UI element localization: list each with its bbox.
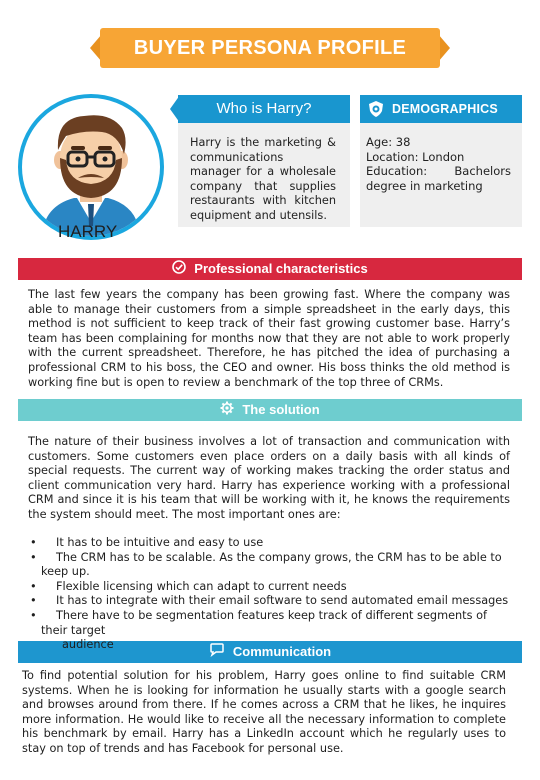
persona-name: HARRY	[58, 222, 118, 241]
gear-icon	[220, 400, 234, 422]
list-item	[28, 551, 510, 566]
list-item	[28, 594, 510, 609]
list-item	[28, 536, 510, 551]
list-item-continuation	[28, 624, 510, 639]
list-item-text: keep up.	[41, 565, 90, 579]
list-item-text: Flexible licensing which can adapt to current needs	[56, 579, 347, 593]
communication-text: To find potential solution for his problem, Harry goes online to find suitable CRM systems. When he is looking for information he usually starts with a google search and browses around from there. If he comes across a CRM that he likes, he inquires more information. He would like to receive all the necessary information to complete his benchmark by email. Harry has a LinkedIn account which he regularly uses to stay on top of trends and has Facebook for personal use.	[22, 669, 506, 755]
list-item	[28, 609, 510, 624]
shield-icon	[367, 100, 385, 118]
list-item-text: There have to be segmentation features keep track of different segments of	[56, 608, 487, 622]
list-item-text: It has to be intuitive and easy to use	[56, 536, 264, 549]
list-item-text: It has to integrate with their email software to send automated email messages	[56, 594, 509, 608]
list-item-text: The CRM has to be scalable. As the company grows, the CRM has to be able to	[56, 550, 502, 564]
avatar	[18, 94, 164, 240]
list-item-text: their target	[41, 623, 106, 637]
who-title: Who is Harry?	[216, 100, 312, 117]
demographics-title: DEMOGRAPHICS	[392, 102, 498, 116]
who-text: Harry is the marketing & communications manager for a wholesale company that supplies restaurants with kitchen equipment and utensils.	[190, 136, 336, 222]
requirements-list	[28, 536, 510, 638]
page-title: BUYER PERSONA PROFILE	[100, 28, 440, 68]
solution-text: The nature of their business involves a lot of transaction and communication with customers. Some customers even place orders on a daily basis with all kinds of special requests. The current way of working makes tracking the order status and client communication very hard. Harry has experience working with a professional CRM and since it is his team that will be working with it, he knows the requirements the system should meet. The most important ones are:	[28, 435, 510, 521]
check-circle-icon	[172, 259, 186, 281]
solution-title: The solution	[242, 402, 320, 417]
list-item	[28, 580, 510, 595]
communication-title: Communication	[232, 644, 332, 659]
bearded-man-icon	[22, 98, 160, 236]
professional-title: Professional characteristics	[194, 261, 368, 276]
demo-education-rest: degree in marketing	[366, 178, 483, 193]
demo-education	[366, 164, 511, 179]
professional-header	[18, 258, 522, 280]
professional-text: The last few years the company has been growing fast. Where the company was able to manage their customers from a simple spreadsheet in the early days, this method is not sufficient to keep track of their fast growing customer base. Harry’s team has been complaining for months now that they are not able to work properly with the current spreadsheet. Therefore, he has pitched the idea of purchasing a professional CRM to his boss, the CEO and owner. His boss thinks the old method is working fine but is open to review a benchmark of the top three of CRMs.	[28, 288, 510, 389]
demo-education-label: Education:	[366, 164, 428, 178]
bullet-continuation-audience: audience	[62, 638, 114, 651]
demo-age: Age: 38	[366, 135, 411, 149]
demo-location: Location: London	[366, 149, 465, 164]
chat-icon	[209, 642, 225, 664]
solution-header	[18, 399, 522, 421]
demo-education-value: Bachelors	[454, 164, 511, 178]
demographics-details	[366, 135, 511, 193]
list-item-continuation	[28, 565, 510, 580]
